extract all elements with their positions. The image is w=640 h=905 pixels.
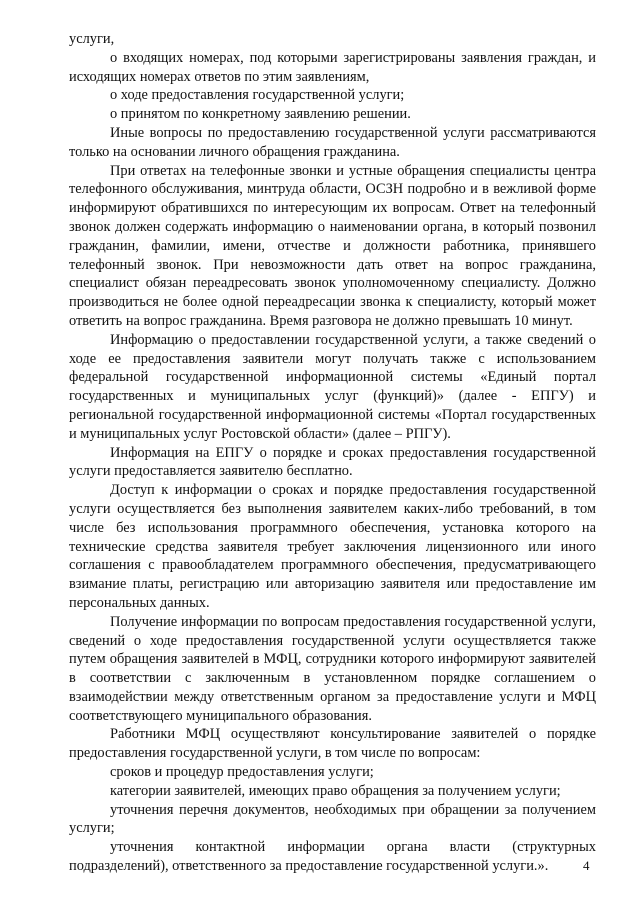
paragraph: о ходе предоставления государственной услуги; — [110, 87, 405, 104]
paragraph: о входящих номерах, под которыми зарегистрированы заявления граждан, и исходящих номерах ответов по этим заявлениям, — [69, 49, 596, 85]
paragraph: Доступ к информации о сроках и порядке предоставления государственной услуги осуществляется без выполнения заявителем каких-либо требований, в том числе без использования программного обеспечения, установка которого на технические средства заявителя требует заключения лицензионного или иного соглашения с правообладателем программного обеспечения, предусматривающего взимание платы, регистрацию или авторизацию заявителя или предоставление им персональных данных. — [69, 482, 596, 611]
paragraph: о принятом по конкретному заявлению решении. — [110, 106, 411, 123]
document-body — [69, 30, 596, 876]
list-item: сроков и процедур предоставления услуги; — [110, 764, 374, 781]
list-item: категории заявителей, имеющих право обращения за получением услуги; — [110, 782, 561, 799]
list-item: уточнения контактной информации органа власти (структурных подразделений), ответственного за предоставление государственной услуги.». — [69, 839, 596, 875]
paragraph: Получение информации по вопросам предоставления государственной услуги, сведений о ходе предоставления государственной услуги осуществляется также путем обращения заявителей в МФЦ, сотрудники которого информируют заявителей в соответствии с заключенным в установленном порядке соглашением о взаимодействии между ответственным органом за предоставление услуги и МФЦ соответствующего муниципального образования. — [69, 613, 596, 724]
paragraph: Информация на ЕПГУ о порядке и сроках предоставления государственной услуги предоставляется заявителю бесплатно. — [69, 444, 596, 480]
paragraph: При ответах на телефонные звонки и устные обращения специалисты центра телефонного обслуживания, минтруда области, ОСЗН подробно и в вежливой форме информируют обратившихся по интересующим их вопросам. Ответ на телефонный звонок должен содержать информацию о наименовании органа, в который позвонил гражданин, фамилии, имени, отчестве и должности работника, принявшего телефонный звонок. При невозможности дать ответ на вопрос гражданина, специалист обязан переадресовать звонок уполномоченному специалисту. Должно производиться не более одной переадресации звонка к специалисту, который может ответить на вопрос гражданина. Время разговора не должно превышать 10 минут. — [69, 162, 596, 329]
paragraph: услуги, — [69, 31, 115, 47]
page-number: 4 — [583, 858, 590, 873]
paragraph: Работники МФЦ осуществляют консультирование заявителей о порядке предоставления государственной услуги, в том числе по вопросам: — [69, 726, 596, 762]
paragraph: Информацию о предоставлении государственной услуги, а также сведений о ходе ее предоставления заявители могут получать также с использованием федеральной государственной информационной системы «Единый портал государственных и муниципальных услуг (функций)» (далее - ЕПГУ) и региональной государственной информационной системы «Портал государственных и муниципальных услуг Ростовской области» (далее – РПГУ). — [69, 331, 596, 442]
paragraph: Иные вопросы по предоставлению государственной услуги рассматриваются только на основании личного обращения гражданина. — [69, 124, 596, 160]
list-item: уточнения перечня документов, необходимых при обращении за получением услуги; — [69, 801, 596, 837]
